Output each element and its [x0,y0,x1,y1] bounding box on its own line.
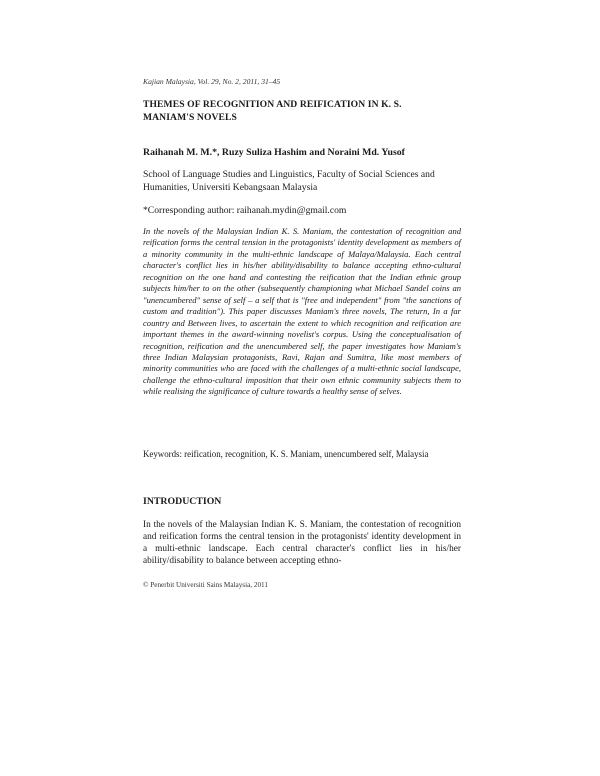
author-affiliation: School of Language Studies and Linguistics, Faculty of Social Sciences and Humanities, Universiti Kebangsaan Malaysia [143,169,435,193]
keywords [143,449,461,461]
keywords-label: Keywords: [143,449,182,459]
copyright-footer: © Penerbit Universiti Sains Malaysia, 2011 [143,581,268,589]
keywords-value: reification, recognition, K. S. Maniam, unencumbered self, Malaysia [184,449,429,459]
journal-reference: Kajian Malaysia, Vol. 29, No. 2, 2011, 31–45 [143,77,281,86]
introduction-paragraph: In the novels of the Malaysian Indian K. S. Maniam, the contestation of recognition and reification forms the central tension in the protagonists' identity development in a multi-ethnic landscape. Each central character's conflict lies in his/her ability/disability to balance between accepting ethno- [143,520,461,566]
corresponding-author: *Corresponding author: raihanah.mydin@gmail.com [143,205,347,216]
author-list: Raihanah M. M.*, Ruzy Suliza Hashim and Noraini Md. Yusof [143,147,405,158]
abstract: In the novels of the Malaysian Indian K. S. Maniam, the contestation of recognition and reification forms the central tension in the protagonists' identity development as members of a minority community in the multi-ethnic landscape of Malaya/Malaysia. Each central character's conflict lies in his/her ability/disability to balance accepting ethno-cultural recognition on the one hand and contesting the reification that the Indian ethnic group subjects him/her to on the other (subsequently championing what Michael Sandel coins an "unencumbered" sense of self – a self that is "free and independent" from "the sanctions of custom and tradition"). This paper discusses Maniam's three novels, The return, In a far country and Between lives, to ascertain the extent to which recognition and reification are important themes in the award-winning novelist's corpus. Using the conceptualisation of recognition, reification and the unencumbered self, the paper investigates how Maniam's three Indian Malaysian protagonists, Ravi, Rajan and Sumitra, like most members of minority communities who are faced with the challenges of a multi-ethnic social landscape, challenge the ethno-cultural imposition that their own ethnic community subjects them to while realising the significance of culture towards a healthy sense of selves. [143,226,461,397]
section-heading-introduction: INTRODUCTION [143,496,222,507]
paper-title: THEMES OF RECOGNITION AND REIFICATION IN K. S. MANIAM'S NOVELS [143,99,402,123]
